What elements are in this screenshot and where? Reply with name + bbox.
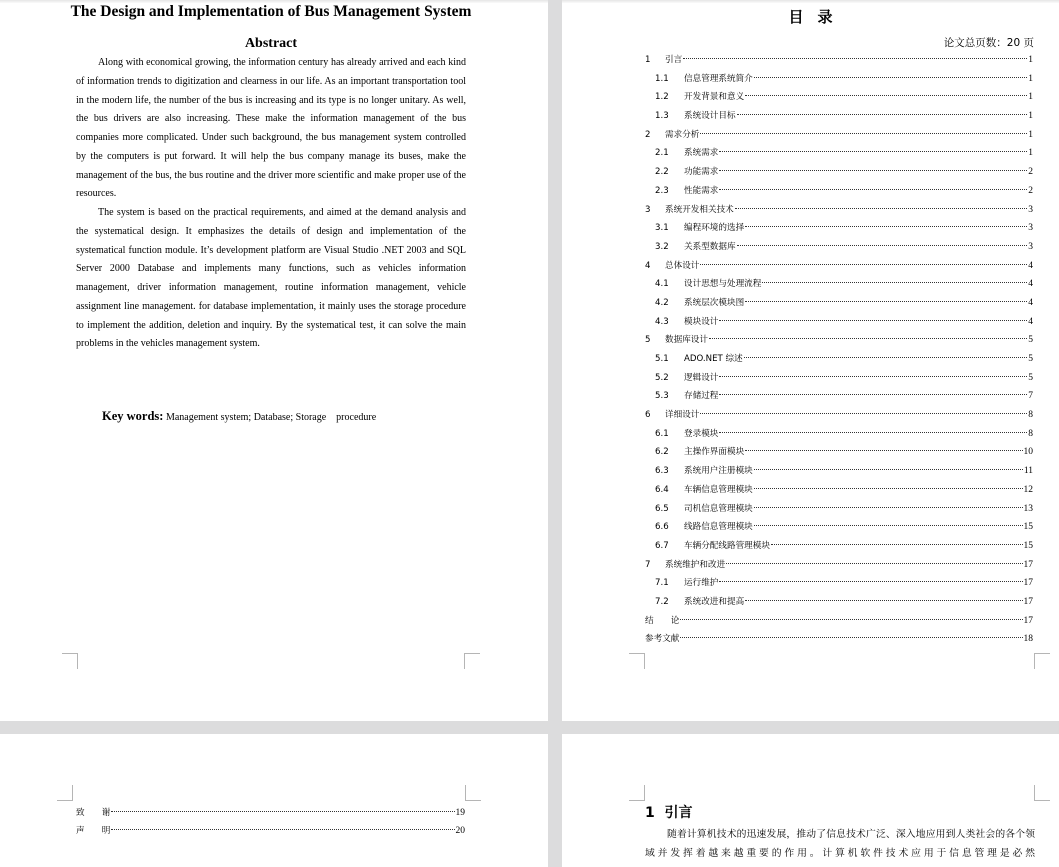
toc-entry-page: 12: [1023, 484, 1033, 495]
toc-entry-label: 系统开发相关技术: [665, 204, 734, 215]
toc-entry-label: 引言: [665, 55, 683, 65]
toc-entry[interactable]: [645, 537, 1033, 556]
toc-entry-number: 6.3: [655, 466, 669, 477]
toc-entry-page: 4: [1028, 297, 1033, 308]
toc-entry-number: 5.2: [655, 372, 669, 383]
toc-dot-leader: [762, 282, 1027, 283]
chapter-heading: 1 引言: [645, 805, 693, 821]
margin-corner-mark: [1034, 653, 1050, 669]
toc-entry-page: 17: [1023, 615, 1033, 626]
toc-entry-page: 18: [1023, 634, 1033, 645]
toc-entry-label: 司机信息管理模块: [684, 503, 753, 514]
toc-entry-page: 1: [1028, 148, 1033, 159]
toc-entry-page: 10: [1023, 447, 1033, 458]
toc-entry[interactable]: [645, 462, 1033, 481]
toc-entry-number: 6.6: [655, 522, 669, 533]
toc-dot-leader: [754, 507, 1023, 508]
toc-dot-leader: [745, 450, 1022, 451]
toc-title: 目录: [788, 8, 847, 26]
toc-entry-label: 需求分析: [665, 129, 700, 140]
keywords-label: Key words:: [102, 409, 164, 423]
toc-entry[interactable]: [645, 201, 1033, 220]
toc-entry[interactable]: [645, 369, 1033, 388]
toc-entry-number: 7.1: [655, 578, 669, 589]
toc-entry-number: 7.2: [655, 596, 669, 607]
toc-entry[interactable]: [645, 556, 1033, 575]
toc-dot-leader: [680, 637, 1022, 638]
toc-entry[interactable]: [645, 294, 1033, 313]
toc-entry-page: 2: [1028, 167, 1033, 178]
toc-entry[interactable]: [645, 219, 1033, 238]
abstract-paragraph: Along with economical growing, the information century has already arrived and each kind of information trends to digitization and clearness in our life. As an important transportation tool in the modern life, the number of the bus is increasing and its type is no longer unitary. As well, the bus drivers are also increasing. These make the information management of the bus companies more complicated. Under such background, the bus management system controlled by the computers is put forward. It will help the bus company manage its buses, make the management of the bus, the bus routine and the driver more scientific and make proper use of the resources.: [76, 57, 466, 200]
toc-entry-page: 4: [1028, 316, 1033, 327]
toc-dot-leader: [737, 114, 1028, 115]
page-toc: [562, 0, 1059, 721]
toc-entry[interactable]: [76, 822, 465, 840]
toc-entry-page: 5: [1028, 354, 1033, 364]
toc-entry[interactable]: [76, 804, 465, 822]
toc-entry-label: 关系型数据库: [684, 241, 736, 252]
toc-entry-page: 11: [1023, 466, 1033, 477]
toc-entry-label: 车辆分配线路管理模块: [684, 540, 770, 551]
toc-entry-number: 4.2: [655, 297, 669, 308]
toc-entry-label: 结 论: [645, 615, 680, 626]
toc-entry-number: 6.2: [655, 447, 669, 458]
toc-entry-page: 8: [1028, 428, 1033, 439]
toc-entry-label: 参考文献: [645, 634, 680, 645]
toc-entry-label: 线路信息管理模块: [684, 522, 753, 533]
toc-entry[interactable]: [645, 425, 1033, 444]
toc-dot-leader: [754, 525, 1023, 526]
toc-entry-page: 13: [1023, 503, 1033, 514]
toc-entry-number: 2.1: [655, 148, 669, 159]
total-page-count: 论文总页数：20 页: [943, 37, 1034, 49]
toc-dot-leader: [771, 544, 1023, 545]
toc-dot-leader: [111, 829, 454, 830]
toc-dot-leader: [719, 432, 1027, 433]
toc-entry-page: 17: [1023, 578, 1033, 589]
toc-entry-number: 3.1: [655, 223, 669, 234]
margin-corner-mark: [629, 785, 645, 801]
toc-entry-page: 15: [1023, 522, 1033, 533]
toc-dot-leader: [709, 338, 1027, 339]
toc-entry-page: 3: [1028, 223, 1033, 234]
toc-entry-number: 6.5: [655, 503, 669, 514]
toc-continued-list: [76, 804, 465, 840]
toc-dot-leader: [700, 133, 1027, 134]
toc-entry[interactable]: [645, 406, 1033, 425]
toc-entry[interactable]: [645, 331, 1033, 350]
keywords-line: [102, 409, 376, 424]
toc-entry[interactable]: [645, 574, 1033, 593]
toc-dot-leader: [719, 151, 1027, 152]
toc-entry-label: 车辆信息管理模块: [684, 484, 753, 495]
toc-dot-leader: [719, 394, 1027, 395]
page-chapter-1: [562, 734, 1059, 867]
toc-entry-page: 1: [1028, 111, 1033, 122]
toc-entry[interactable]: [645, 70, 1033, 89]
toc-entry[interactable]: [645, 593, 1033, 612]
toc-entry-page: 17: [1023, 559, 1033, 570]
toc-dot-leader: [754, 77, 1027, 78]
toc-dot-leader: [719, 376, 1027, 377]
toc-entry[interactable]: [645, 163, 1033, 182]
toc-entry-page: 7: [1028, 391, 1033, 402]
toc-entry-number: 1: [645, 55, 651, 65]
toc-entry-page: 1: [1028, 55, 1033, 65]
toc-entry-label: ADO.NET 综述: [684, 354, 743, 364]
toc-entry[interactable]: [645, 88, 1033, 107]
toc-entry[interactable]: [645, 257, 1033, 276]
toc-dot-leader: [745, 95, 1027, 96]
toc-entry[interactable]: [645, 51, 1033, 70]
page-abstract: [0, 0, 548, 721]
toc-entry-page: 3: [1028, 241, 1033, 252]
toc-entry-label: 功能需求: [684, 167, 719, 178]
toc-dot-leader: [700, 413, 1027, 414]
toc-entry-page: 19: [455, 808, 465, 818]
toc-entry-label: 系统维护和改进: [665, 559, 726, 570]
toc-entry-number: 4.1: [655, 279, 669, 290]
toc-entry-number: 5.1: [655, 354, 669, 364]
toc-entry[interactable]: [645, 275, 1033, 294]
toc-entry-number: 6: [645, 410, 651, 421]
toc-dot-leader: [745, 226, 1027, 227]
toc-entry-label: 声 明: [76, 826, 111, 836]
toc-entry-label: 模块设计: [684, 316, 719, 327]
toc-dot-leader: [719, 581, 1022, 582]
toc-dot-leader: [719, 170, 1027, 171]
toc-entry[interactable]: [645, 481, 1033, 500]
toc-entry-number: 2: [645, 129, 651, 140]
toc-dot-leader: [744, 357, 1028, 358]
toc-entry-label: 系统层次模块图: [684, 297, 745, 308]
toc-entry-number: 2.3: [655, 185, 669, 196]
toc-entry-number: 2.2: [655, 167, 669, 178]
margin-corner-mark: [465, 785, 481, 801]
toc-entry-number: 6.1: [655, 428, 669, 439]
toc-dot-leader: [737, 245, 1028, 246]
toc-entry-number: 6.4: [655, 484, 669, 495]
toc-entry-label: 存储过程: [684, 391, 719, 402]
toc-entry-label: 数据库设计: [665, 335, 708, 346]
margin-corner-mark: [1034, 785, 1050, 801]
toc-entry[interactable]: [645, 630, 1033, 649]
toc-entry-label: 系统用户注册模块: [684, 466, 753, 477]
toc-entry-label: 系统需求: [684, 148, 719, 159]
keywords-value: Management system; Database; Storage procedure: [165, 412, 377, 423]
toc-dot-leader: [700, 264, 1027, 265]
toc-dot-leader: [680, 619, 1022, 620]
toc-entry-label: 运行维护: [684, 578, 719, 589]
toc-entry-label: 总体设计: [665, 260, 700, 271]
margin-corner-mark: [62, 653, 78, 669]
toc-entry[interactable]: [645, 443, 1033, 462]
toc-entry-label: 登录模块: [684, 428, 719, 439]
toc-entry-label: 系统设计目标: [684, 111, 736, 122]
toc-entry-page: 17: [1023, 596, 1033, 607]
toc-entry-page: 5: [1028, 335, 1033, 346]
toc-entry-page: 1: [1028, 92, 1033, 103]
toc-dot-leader: [745, 301, 1027, 302]
toc-entry-number: 1.3: [655, 111, 669, 122]
toc-entry-number: 3.2: [655, 241, 669, 252]
toc-entry-page: 15: [1023, 540, 1033, 551]
toc-entry-number: 5: [645, 335, 651, 346]
toc-dot-leader: [754, 469, 1023, 470]
chapter-paragraph: 随着计算机技术的迅速发展，推动了信息技术广泛、深入地应用到人类社会的各个领域并发挥着越来越重要的作用。计算机软件技术应用于信息管理是必然: [645, 829, 1035, 859]
toc-entry-label: 设计思想与处理流程: [684, 279, 762, 290]
toc-dot-leader: [111, 811, 454, 812]
toc-entry[interactable]: [645, 107, 1033, 126]
toc-entry[interactable]: [645, 518, 1033, 537]
abstract-body: [76, 54, 466, 354]
toc-entry-number: 5.3: [655, 391, 669, 402]
toc-entry-number: 3: [645, 204, 651, 215]
toc-entry-label: 性能需求: [684, 185, 719, 196]
toc-entry-label: 信息管理系统简介: [684, 73, 753, 84]
toc-entry[interactable]: [645, 238, 1033, 257]
toc-entry-page: 2: [1028, 185, 1033, 196]
toc-dot-leader: [719, 189, 1027, 190]
toc-entry-label: 编程环境的选择: [684, 223, 745, 234]
toc-entry[interactable]: [645, 313, 1033, 332]
toc-entry-page: 1: [1028, 73, 1033, 84]
toc-entry-number: 4: [645, 260, 651, 271]
toc-dot-leader: [719, 320, 1027, 321]
toc-entry-page: 5: [1028, 372, 1033, 383]
margin-corner-mark: [464, 653, 480, 669]
page-top-edge: [562, 0, 1059, 3]
toc-entry-page: 8: [1028, 410, 1033, 421]
toc-entry-label: 主操作界面模块: [684, 447, 745, 458]
toc-entry-label: 详细设计: [665, 410, 700, 421]
toc-dot-leader: [683, 58, 1027, 59]
toc-entry-label: 开发背景和意义: [684, 92, 745, 103]
toc-dot-leader: [735, 208, 1027, 209]
toc-entry-number: 6.7: [655, 540, 669, 551]
page-toc-continued: [0, 734, 548, 867]
toc-entry-page: 3: [1028, 204, 1033, 215]
document-title: The Design and Implementation of Bus Management System: [70, 3, 472, 20]
toc-entry-page: 1: [1028, 129, 1033, 140]
abstract-heading: Abstract: [244, 36, 298, 51]
chapter-body: [645, 825, 1035, 863]
toc-entry-label: 致 谢: [76, 808, 111, 818]
toc-entry[interactable]: [645, 350, 1033, 369]
toc-list: [645, 51, 1033, 649]
toc-entry-number: 7: [645, 559, 651, 570]
toc-entry-label: 逻辑设计: [684, 372, 719, 383]
abstract-paragraph: The system is based on the practical requirements, and aimed at the demand analysis and the systematical design. It emphasizes the details of design and implementation of the systematical function module. It’s development platform are Visual Studio .NET 2003 and SQL Server 2000 Database and implements many functions, such as vehicles information management, driver information management, routine information management, vehicle assignment line management. for database implementation, it mainly uses the storage procedure to implement the addition, deletion and inquiry. By the systematical test, it can solve the main problems in the vehicles management system.: [76, 207, 466, 350]
toc-entry[interactable]: [645, 144, 1033, 163]
toc-entry-number: 1.2: [655, 92, 669, 103]
margin-corner-mark: [629, 653, 645, 669]
toc-entry-page: 20: [455, 826, 465, 836]
toc-entry-page: 4: [1028, 260, 1033, 271]
toc-entry[interactable]: [645, 126, 1033, 145]
toc-entry[interactable]: [645, 612, 1033, 631]
toc-dot-leader: [726, 563, 1022, 564]
toc-entry[interactable]: [645, 182, 1033, 201]
toc-dot-leader: [754, 488, 1023, 489]
toc-dot-leader: [745, 600, 1022, 601]
toc-entry-page: 4: [1028, 279, 1033, 290]
toc-entry-label: 系统改进和提高: [684, 596, 745, 607]
toc-entry[interactable]: [645, 387, 1033, 406]
margin-corner-mark: [57, 785, 73, 801]
toc-entry-number: 1.1: [655, 73, 669, 84]
toc-entry[interactable]: [645, 500, 1033, 519]
toc-entry-number: 4.3: [655, 316, 669, 327]
